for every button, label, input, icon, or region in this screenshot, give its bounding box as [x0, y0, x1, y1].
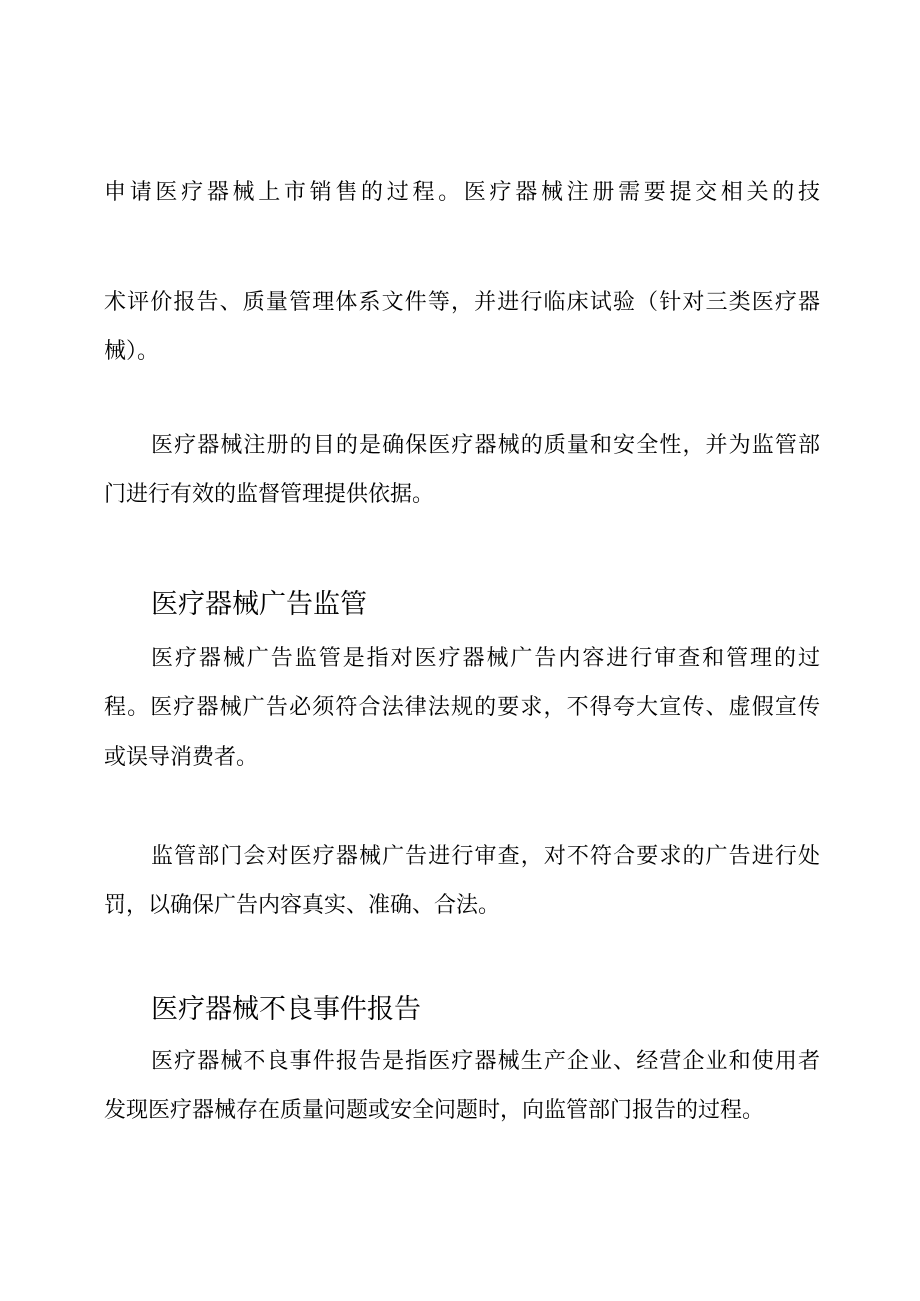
body-text-line: 监管部门会对医疗器械广告进行审查，对不符合要求的广告进行处	[151, 844, 820, 869]
body-text-line: 门进行有效的监督管理提供依据。	[104, 482, 435, 507]
body-text-line: 术评价报告、质量管理体系文件等，并进行临床试验（针对三类医疗器	[104, 290, 820, 315]
body-text-line: 发现医疗器械存在质量问题或安全问题时，向监管部门报告的过程。	[104, 1098, 765, 1123]
body-text-line: 或误导消费者。	[104, 745, 259, 770]
body-text-line: 医疗器械不良事件报告是指医疗器械生产企业、经营企业和使用者	[151, 1049, 820, 1074]
section-heading-adverse-event-report: 医疗器械不良事件报告	[151, 994, 421, 1025]
body-text-line: 申请医疗器械上市销售的过程。医疗器械注册需要提交相关的技	[104, 180, 820, 205]
body-text-line: 罚，以确保广告内容真实、准确、合法。	[104, 893, 501, 918]
section-heading-ad-regulation: 医疗器械广告监管	[151, 589, 367, 620]
body-text-line: 医疗器械广告监管是指对医疗器械广告内容进行审查和管理的过	[151, 646, 820, 671]
body-text-line: 程。医疗器械广告必须符合法律法规的要求，不得夸大宣传、虚假宣传	[104, 695, 820, 720]
body-text-line: 医疗器械注册的目的是确保医疗器械的质量和安全性，并为监管部	[151, 433, 820, 458]
body-text-line: 械）。	[104, 339, 160, 364]
